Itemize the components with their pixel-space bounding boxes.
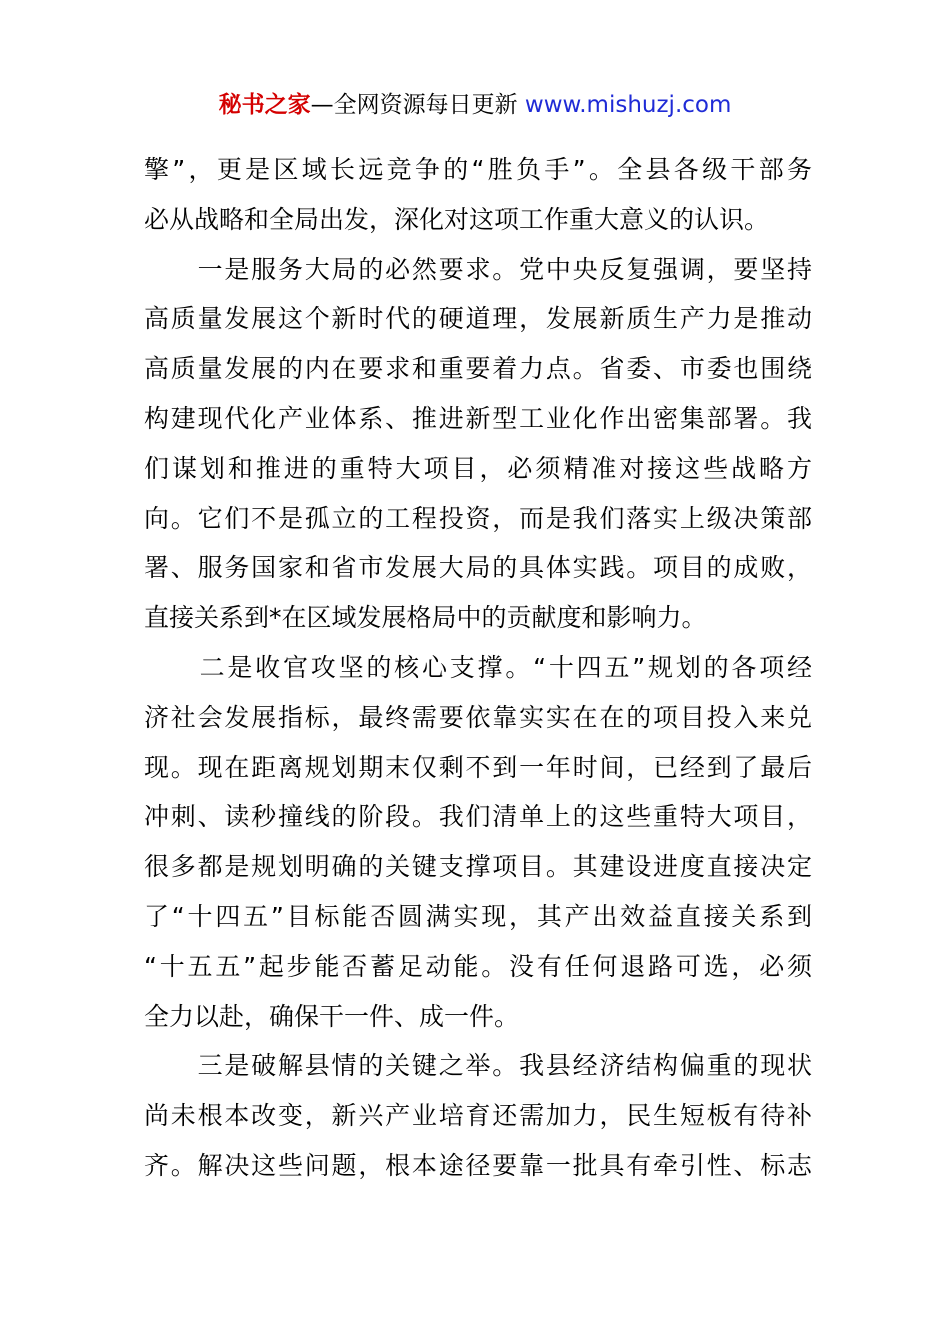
text-line: 高质量发展的内在要求和重要着力点。省委、市委也围绕 <box>144 354 812 384</box>
site-url[interactable]: www.mishuzj.com <box>524 92 732 118</box>
text-line: 向。它们不是孤立的工程投资，而是我们落实上级决策部 <box>144 503 812 533</box>
text-line: 了“十四五”目标能否圆满实现，其产出效益直接关系到 <box>144 901 812 931</box>
document-body <box>144 145 812 1191</box>
text-line: 全力以赴，确保干一件、成一件。 <box>144 1001 520 1031</box>
text-line: 现。现在距离规划期末仅剩不到一年时间，已经到了最后 <box>144 752 812 782</box>
text-line: 尚未根本改变，新兴产业培育还需加力，民生短板有待补 <box>144 1101 812 1131</box>
text-line: “十五五”起步能否蓄足动能。没有任何退路可选，必须 <box>144 951 812 981</box>
site-brand: 秘书之家 <box>218 92 311 118</box>
site-header <box>0 88 950 122</box>
text-line: 很多都是规划明确的关键支撑项目。其建设进度直接决定 <box>144 852 812 882</box>
text-line: 二是收官攻坚的核心支撑。“十四五”规划的各项经 <box>144 652 812 682</box>
text-line: 直接关系到*在区域发展格局中的贡献度和影响力。 <box>144 603 707 633</box>
site-tagline: —全网资源每日更新 <box>310 92 525 118</box>
text-line: 一是服务大局的必然要求。党中央反复强调，要坚持 <box>144 254 812 284</box>
text-line: 署、服务国家和省市发展大局的具体实践。项目的成败， <box>144 553 812 583</box>
text-line: 济社会发展指标，最终需要依靠实实在在的项目投入来兑 <box>144 702 812 732</box>
text-line: 高质量发展这个新时代的硬道理，发展新质生产力是推动 <box>144 304 812 334</box>
text-line: 齐。解决这些问题，根本途径要靠一批具有牵引性、标志 <box>144 1150 812 1180</box>
text-line: 擎”，更是区域长远竞争的“胜负手”。全县各级干部务 <box>144 155 812 184</box>
text-line: 们谋划和推进的重特大项目，必须精准对接这些战略方 <box>144 453 812 483</box>
text-line: 必从战略和全局出发，深化对这项工作重大意义的认识。 <box>144 204 770 234</box>
text-line: 三是破解县情的关键之举。我县经济结构偏重的现状 <box>144 1051 812 1081</box>
text-line: 构建现代化产业体系、推进新型工业化作出密集部署。我 <box>144 403 812 433</box>
text-line: 冲刺、读秒撞线的阶段。我们清单上的这些重特大项目， <box>144 802 812 832</box>
